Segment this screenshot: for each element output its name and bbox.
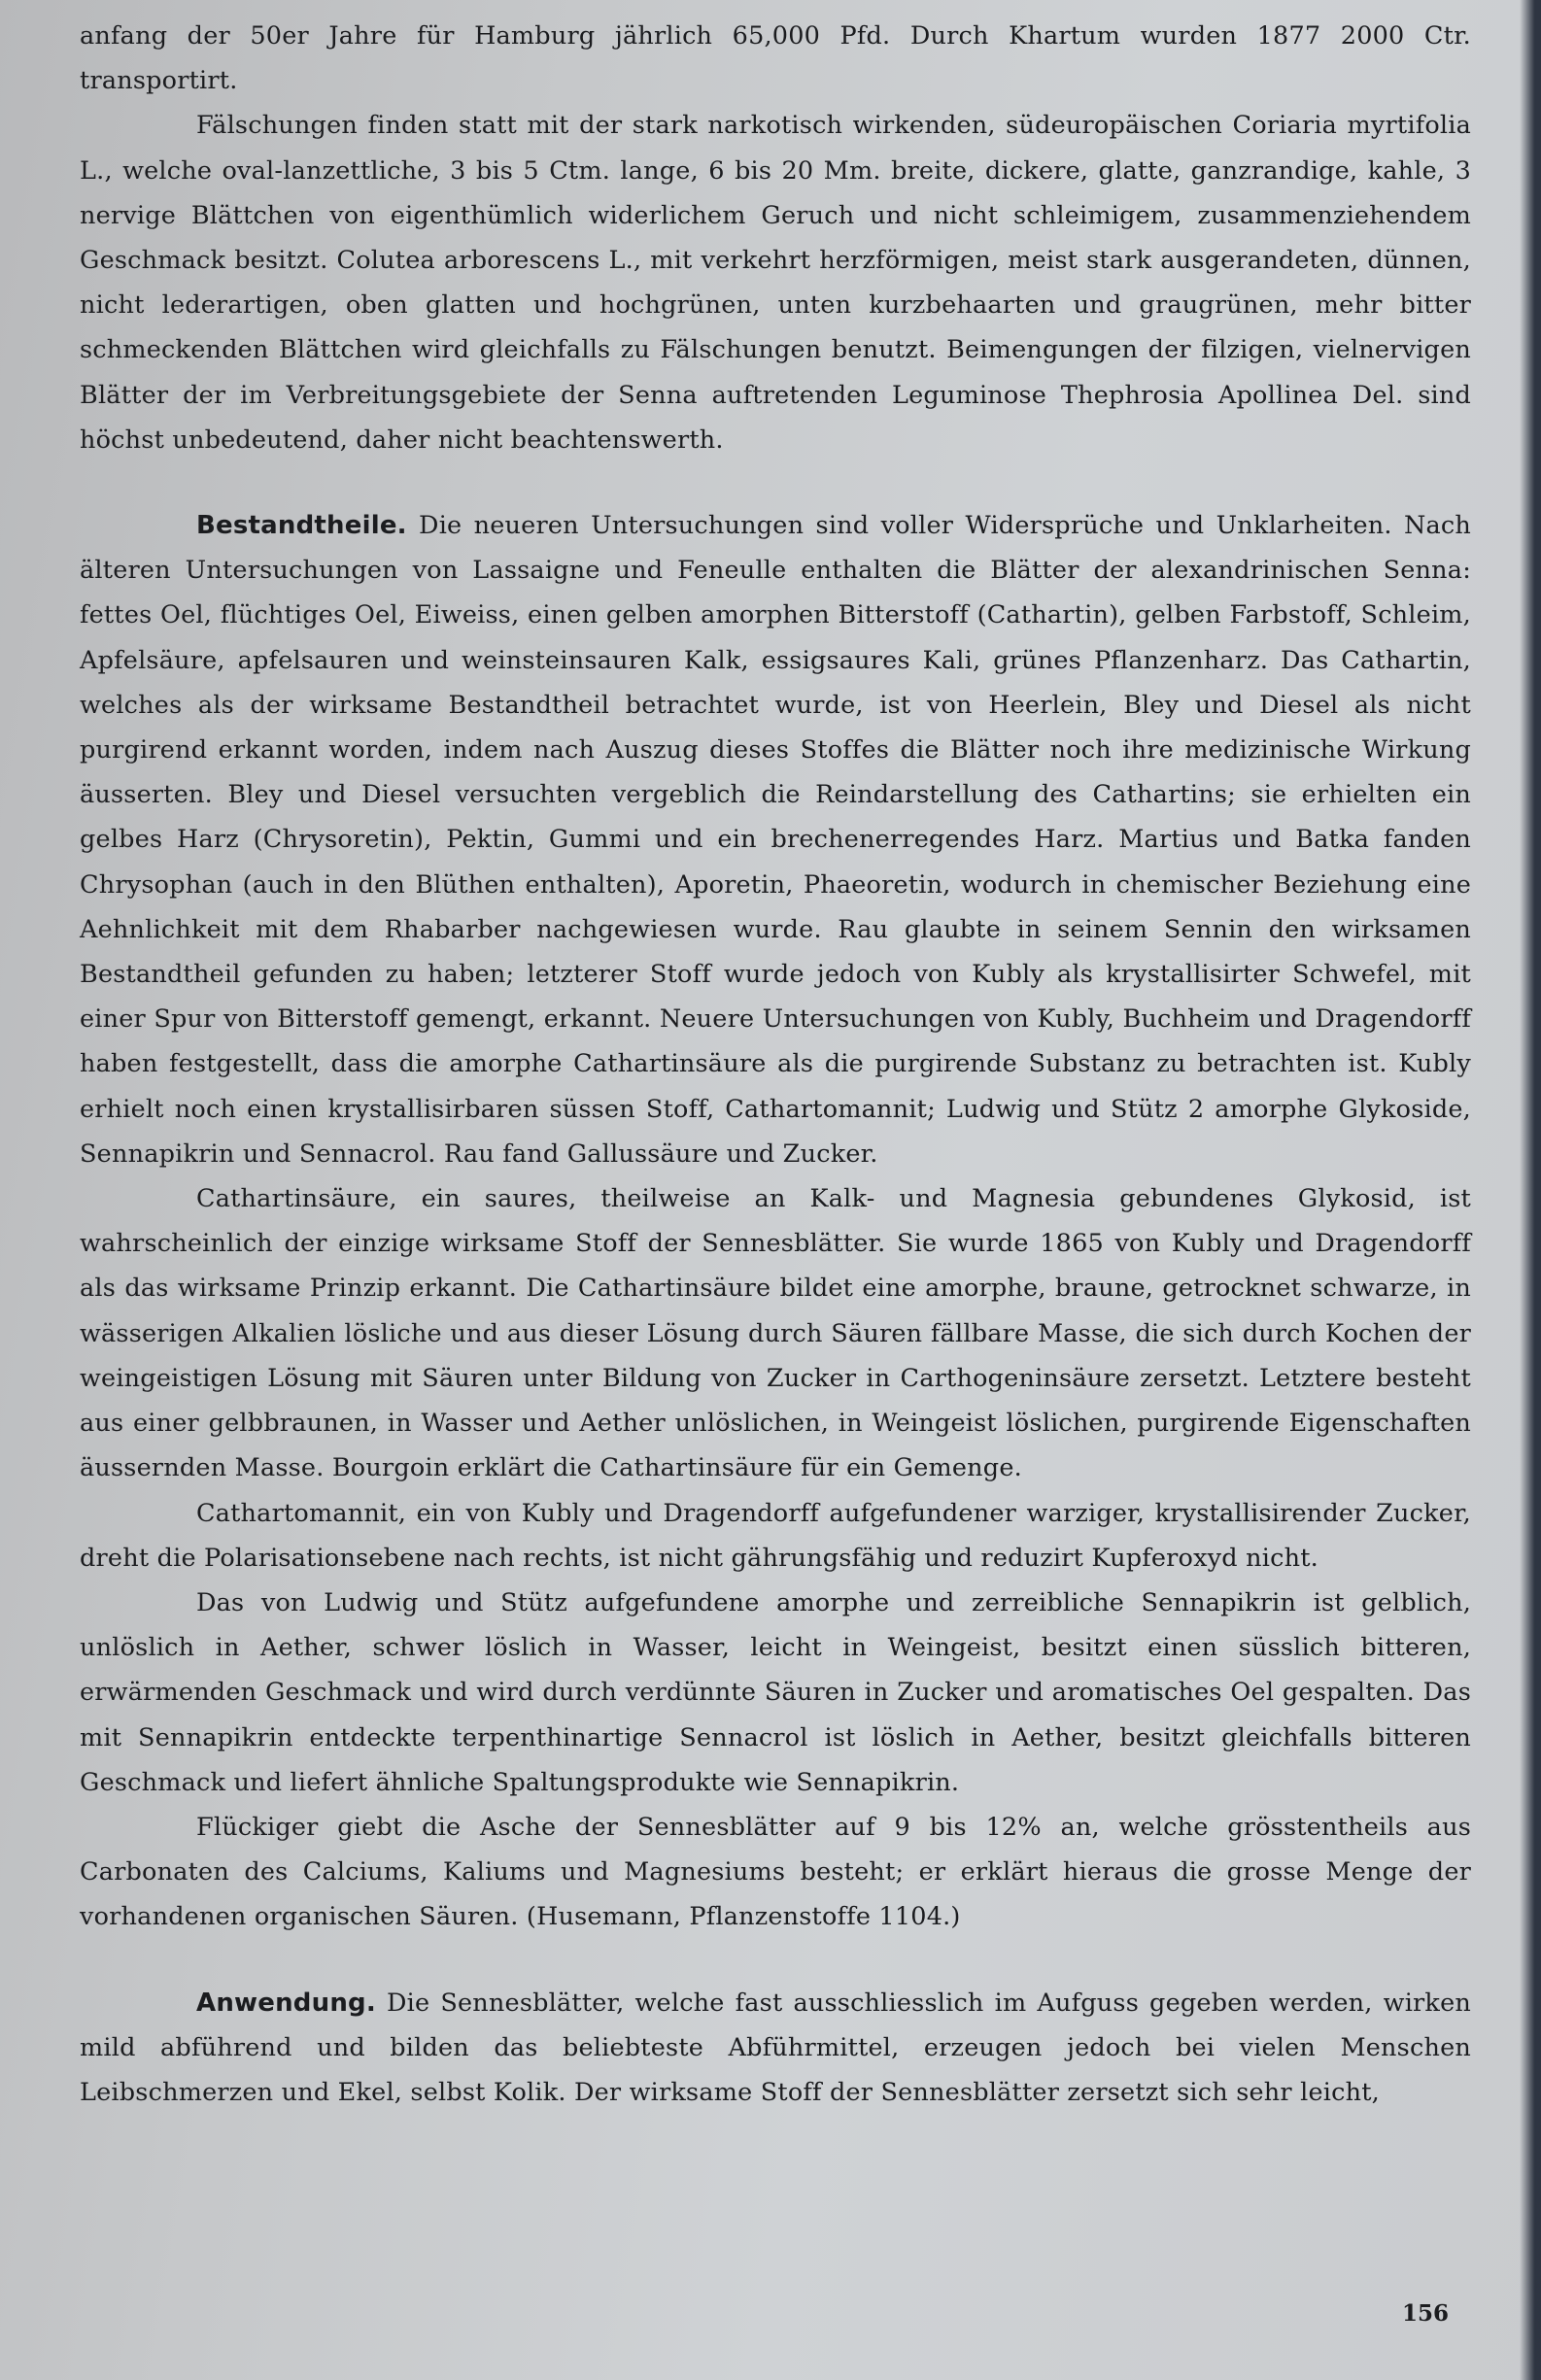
paragraph-sennapikrin: Das von Ludwig und Stütz aufgefundene amorphe und zerreibliche Sennapikrin ist gelblich, unlöslich in Aether, schwer löslich in Wasser, leicht in Weingeist, besitzt einen süsslich bitteren, erwärmenden Geschmack und wird durch verdünnte Säuren in Zucker und aromatisches Oel gespalten. Das mit Sennapikrin entdeckte terpenthinartige Sennacrol ist löslich in Aether, besitzt gleichfalls bitteren Geschmack und liefert ähnliche Spaltungsprodukte wie Sennapikrin. [80, 1587, 1471, 1797]
paragraph-anwendung [80, 1981, 1471, 2116]
page-text [80, 14, 1471, 2115]
paragraph-bestandtheile [80, 503, 1471, 1176]
page-edge-shadow [1520, 0, 1541, 2380]
paragraph-cathartinsaure: Cathartinsäure, ein saures, theilweise an Kalk- und Magnesia gebundenes Glykosid, ist wahrscheinlich der einzige wirksame Stoff der Sennesblätter. Sie wurde 1865 von Kubly und Dragendorff als das wirksame Prinzip erkannt. Die Cathartinsäure bildet eine amorphe, braune, getrocknet schwarze, in wässerigen Alkalien lösliche und aus dieser Lösung durch Säuren fällbare Masse, die sich durch Kochen der weingeistigen Lösung mit Säuren unter Bildung von Zucker in Carthogeninsäure zersetzt. Letztere besteht aus einer gelbbraunen, in Wasser und Aether unlöslichen, in Weingeist löslichen, purgirende Eigenschaften äussernden Masse. Bourgoin erklärt die Cathartinsäure für ein Gemenge. [80, 1184, 1471, 1483]
paragraph-anwendung-text: Die Sennesblätter, welche fast ausschliesslich im Aufguss gegeben werden, wirken mild abführend und bilden das beliebteste Abführmittel, erzeugen jedoch bei vielen Menschen Leibschmerzen und Ekel, selbst Kolik. Der wirksame Stoff der Sennesblätter zersetzt sich sehr leicht, [80, 1988, 1471, 2107]
paragraph-cathartomannit: Cathartomannit, ein von Kubly und Dragendorff aufgefundener warziger, krystallisirender Zucker, dreht die Polarisationsebene nach rechts, ist nicht gährungsfähig und reduzirt Kupferoxyd nicht. [80, 1498, 1471, 1573]
section-heading-anwendung: Anwendung. [196, 1988, 376, 2018]
paragraph-bestandtheile-text: Die neueren Untersuchungen sind voller Widersprüche und Unklarheiten. Nach älteren Untersuchungen von Lassaigne und Feneulle enthalten die Blätter der alexandrinischen Senna: fettes Oel, flüchtiges Oel, Eiweiss, einen gelben amorphen Bitterstoff (Cathartin), gelben Farbstoff, Schleim, Apfelsäure, apfelsauren und weinsteinsauren Kalk, essigsaures Kali, grünes Pflanzenharz. Das Cathartin, welches als der wirksame Bestandtheil betrachtet wurde, ist von Heerlein, Bley und Diesel als nicht purgirend erkannt worden, indem nach Auszug dieses Stoffes die Blätter noch ihre medizinische Wirkung äusserten. Bley und Diesel versuchten vergeblich die Reindarstellung des Cathartins; sie erhielten ein gelbes Harz (Chrysoretin), Pektin, Gummi und ein brechenerregendes Harz. Martius und Batka fanden Chrysophan (auch in den Blüthen enthalten), Aporetin, Phaeoretin, wodurch in chemischer Beziehung eine Aehnlichkeit mit dem Rhabarber nachgewiesen wurde. Rau glaubte in seinem Sennin den wirksamen Bestandtheil gefunden zu haben; letzterer Stoff wurde jedoch von Kubly als krystallisirter Schwefel, mit einer Spur von Bitterstoff gemengt, erkannt. Neuere Untersuchungen von Kubly, Buchheim und Dragendorff haben festgestellt, dass die amorphe Cathartinsäure als die purgirende Substanz zu betrachten ist. Kubly erhielt noch einen krystallisirbaren süssen Stoff, Cathartomannit; Ludwig und Stütz 2 amorphe Glykoside, Sennapikrin und Sennacrol. Rau fand Gallussäure und Zucker. [80, 511, 1471, 1169]
paragraph-transport: anfang der 50er Jahre für Hamburg jährlich 65,000 Pfd. Durch Khartum wurden 1877 2000 Ctr. transportirt. [80, 21, 1471, 96]
section-heading-bestandtheile: Bestandtheile. [196, 511, 407, 541]
paragraph-falschungen: Fälschungen finden statt mit der stark narkotisch wirkenden, südeuropäischen Coriaria myrtifolia L., welche oval-lanzettliche, 3 bis 5 Ctm. lange, 6 bis 20 Mm. breite, dickere, glatte, ganzrandige, kahle, 3 nervige Blättchen von eigenthümlich widerlichem Geruch und nicht schleimigem, zusammenziehendem Geschmack besitzt. Colutea arborescens L., mit verkehrt herzförmigen, meist stark ausgerandeten, dünnen, nicht lederartigen, oben glatten und hochgrünen, unten kurzbehaarten und graugrünen, mehr bitter schmeckenden Blättchen wird gleichfalls zu Fälschungen benutzt. Beimengungen der filzigen, vielnervigen Blätter der im Verbreitungsgebiete der Senna auftretenden Leguminose Thephrosia Apollinea Del. sind höchst unbedeutend, daher nicht beachtenswerth. [80, 111, 1471, 455]
paragraph-asche: Flückiger giebt die Asche der Sennesblätter auf 9 bis 12% an, welche grösstentheils aus Carbonaten des Calciums, Kaliums und Magnesiums besteht; er erklärt hieraus die grosse Menge der vorhandenen organischen Säuren. (Husemann, Pflanzenstoffe 1104.) [80, 1812, 1471, 1932]
page-number: 156 [1401, 2300, 1449, 2327]
